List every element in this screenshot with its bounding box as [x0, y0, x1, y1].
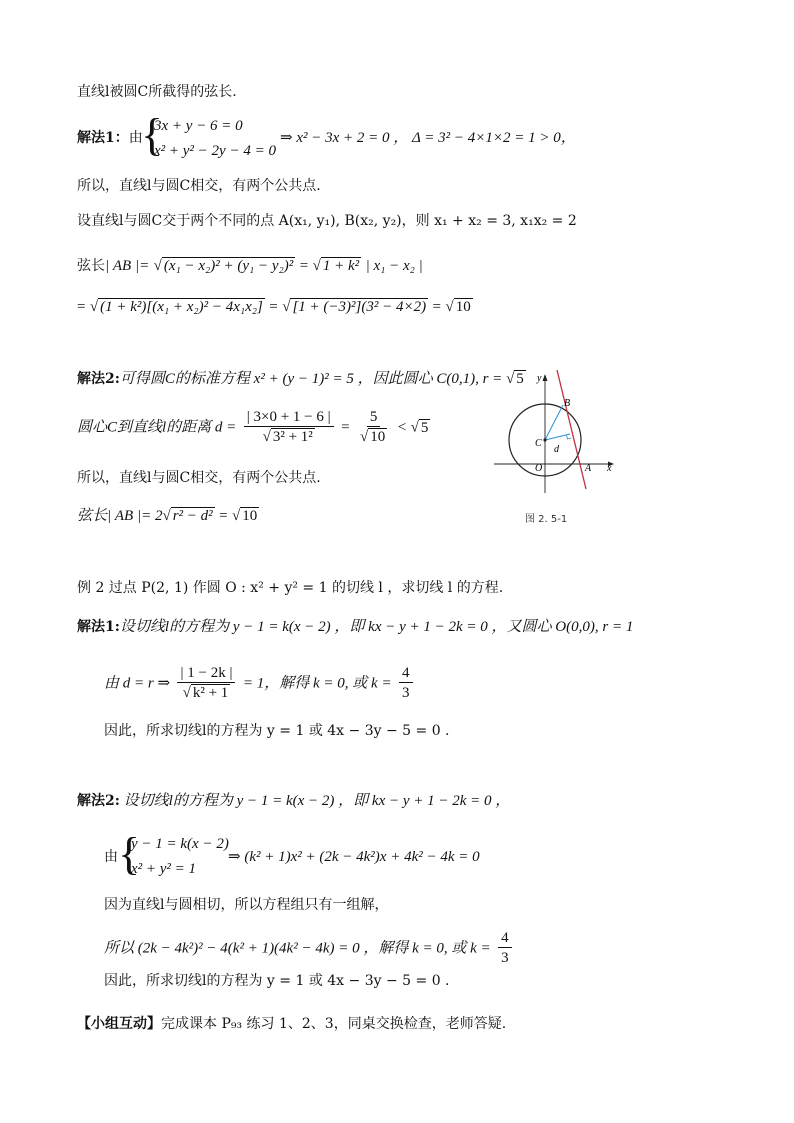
sol2-chord-inner: r² − d² [172, 508, 213, 524]
ex2-sol2-line4 [104, 929, 515, 968]
ex2-sol2-eq-b: x² + y² = 1 [131, 861, 197, 877]
sol2-text: 可得圆C的标准方程 x² + (y − 1)² = 5 ，因此圆心 C(0,1), r = [119, 371, 507, 387]
ex2-sol1-den: k² + 1 [192, 685, 229, 701]
sol1-chord-ab: | AB |= [105, 258, 150, 274]
label-d: d [554, 444, 559, 455]
circle-figure [490, 365, 620, 530]
example2-line: 例 2 过点 P(2, 1) 作圆 O : x² + y² = 1 的切线 l ，求切线 l 的方程. [77, 580, 504, 596]
sol1-result: ⇒ x² − 3x + 2 = 0 ， Δ = 3² − 4×1×2 = 1 > 0， [280, 130, 576, 146]
ex2-sol1-line1 [77, 617, 633, 637]
ex2-sol2-l4a: 所以 (2k − 4k²)² − 4(k² + 1)(4k² − 4k) = 0 ，解得 k = 0, 或 k = [104, 940, 491, 957]
intro-line: 直线l被圆C所截得的弦长. [77, 84, 237, 100]
ex2-sol2-line3: 因为直线l与圆相切，所以方程组只有一组解， [104, 897, 389, 913]
sol2-chord-rhs: 10 [242, 508, 258, 524]
label-b: B [564, 398, 571, 409]
sol2-chord-eq: = [219, 508, 228, 524]
sol2-chord-text: 弦长| AB |= 2 [77, 508, 163, 524]
ex2-sol1-num2: 4 [399, 664, 413, 683]
radius-cb [545, 405, 563, 440]
sol1-chord-eq: = [299, 258, 309, 274]
ex2-sol2-line1 [77, 791, 510, 811]
sol1-chord-label: 弦长 [77, 258, 105, 274]
ex2-sol2-num: 4 [498, 929, 512, 948]
ex2-sol2-label: 解法2: [77, 793, 120, 809]
ex2-sol1-l2b: = 1，解得 k = 0, 或 k = [242, 675, 392, 692]
ex2-sol2-text: 设切线l的方程为 y − 1 = k(x − 2) ，即 kx − y + 1 − 2k = 0 ， [119, 793, 511, 809]
ex2-sol1-text: 设切线l的方程为 y − 1 = k(x − 2) ，即 kx − y + 1 − 2k = 0 ，又圆心 O(0,0), r = 1 [119, 619, 634, 635]
sol1-eq-a: 3x + y − 6 = 0 [154, 118, 243, 134]
ex2-sol1-line2: 由 d = r ⇒ $\frac{| 1 - 2k |}{\text{√ k² + 1}}$ = 1，解得 k = 0, 或 k = $\frac{4}{3}$ [104, 664, 416, 703]
sol2-line3: 所以，直线l与圆C相交，有两个公共点. [77, 470, 321, 486]
ex2-sol2-eq-a: y − 1 = k(x − 2) [131, 836, 229, 852]
ex2-sol2-you: 由 [104, 849, 118, 865]
label-y: y [537, 373, 542, 384]
sol1-line5: = √ (1 + k²)[(x₁ + x₂)² − 4x₁x₂] = √ [1 + (−3)²](3² − 4×2) = √ 10 [77, 299, 471, 315]
sol1-chord-abs: | x₁ − x₂ | [365, 258, 423, 274]
group-interaction-line [77, 1014, 506, 1034]
sol2-dist-num2: 5 [367, 408, 381, 427]
label-c: C [535, 438, 542, 449]
sol2-dist-text: 圆心C到直线l的距离 d = [77, 419, 237, 436]
sol1-line5-result: 10 [455, 299, 471, 315]
label-o: O [535, 463, 543, 474]
ex2-sol1-num: | 1 − 2k | [177, 664, 235, 683]
ex2-sol2-line5: 因此，所求切线l的方程为 y = 1 或 4x − 3y − 5 = 0 . [104, 973, 450, 989]
sol2-line1: 解法2:可得圆C的标准方程 x² + (y − 1)² = 5 ，因此圆心 C(0,1), r = √ 5 [77, 371, 524, 387]
group-label: 【小组互动】 [77, 1016, 161, 1032]
sol2-dist-eq: = [341, 419, 350, 436]
sol1-chord-line: 弦长| AB |= √ (x₁ − x₂)² + (y₁ − y₂)² = √ 1 + k² | x₁ − x₂ | [77, 258, 423, 274]
sol1-line5-eq2: = [269, 299, 278, 315]
sol1-chord-sqrt2: 1 + k² [322, 258, 360, 274]
sol1-label-line [77, 128, 143, 148]
y-axis-arrow [543, 374, 548, 381]
sol1-line5-eq1: = [77, 299, 86, 315]
sol2-label: 解法2: [77, 371, 120, 387]
sol2-dist-den: 3² + 1² [272, 429, 313, 445]
sol1-line2: 所以，直线l与圆C相交，有两个公共点. [77, 178, 321, 194]
sol2-r: 5 [516, 371, 524, 387]
ex2-sol2-result: ⇒ (k² + 1)x² + (2k − 4k²)x + 4k² − 4k = 0 [228, 849, 480, 865]
sol1-eq-b: x² + y² − 2y − 4 = 0 [154, 143, 276, 159]
sol2-dist-rhs: 5 [420, 419, 429, 436]
sol1-line3: 设直线l与圆C交于两个不同的点 A(x₁, y₁), B(x₂, y₂)，则 x₁ + x₂ = 3, x₁x₂ = 2 [77, 213, 577, 229]
ex2-sol1-den2: 3 [402, 685, 410, 701]
sol1-line5-sqrt2: [1 + (−3)²](3² − 4×2) [292, 299, 427, 315]
sol1-you: 由 [128, 130, 143, 146]
label-a: A [585, 463, 592, 474]
right-angle-mark [567, 435, 572, 439]
sol1-brace: { [141, 109, 164, 160]
sol1-line5-eq3: = [432, 299, 441, 315]
sol2-dist-lt: < [397, 419, 407, 436]
label-x: x [607, 463, 612, 474]
ex2-sol2-den: 3 [501, 950, 509, 966]
line-l [557, 370, 586, 489]
point-c [543, 438, 546, 441]
ex2-sol1-line3: 因此，所求切线l的方程为 y = 1 或 4x − 3y − 5 = 0 . [104, 723, 450, 739]
sol1-line5-sqrt1: (1 + k²)[(x₁ + x₂)² − 4x₁x₂] [100, 299, 263, 315]
figure-caption: 图 2. 5-1 [525, 514, 568, 525]
group-text: 完成课本 P₉₃ 练习 1、2、3，同桌交换检查，老师答疑. [161, 1016, 507, 1032]
ex2-sol1-l2a: 由 d = r ⇒ [104, 675, 171, 692]
sol2-chord-line: 弦长| AB |= 2√ r² − d² = √ 10 [77, 508, 258, 524]
distance-d [545, 434, 570, 440]
sol1-chord-sqrt: (x₁ − x₂)² + (y₁ − y₂)² [163, 258, 294, 274]
sol2-dist-num: | 3×0 + 1 − 6 | [244, 408, 334, 427]
sol1-label: 解法1： [77, 130, 129, 146]
ex2-sol1-label: 解法1: [77, 619, 120, 635]
ex2-sol2-brace: { [118, 828, 141, 879]
sol2-dist-den2: 10 [370, 429, 386, 445]
sol2-dist-line: 圆心C到直线l的距离 d = $\frac{| 3\times 0 + 1 - 6 |}{\text{√ 3² + 1²}}$ = $\frac{5}{√ 10}$ < √ 5 [77, 409, 429, 445]
